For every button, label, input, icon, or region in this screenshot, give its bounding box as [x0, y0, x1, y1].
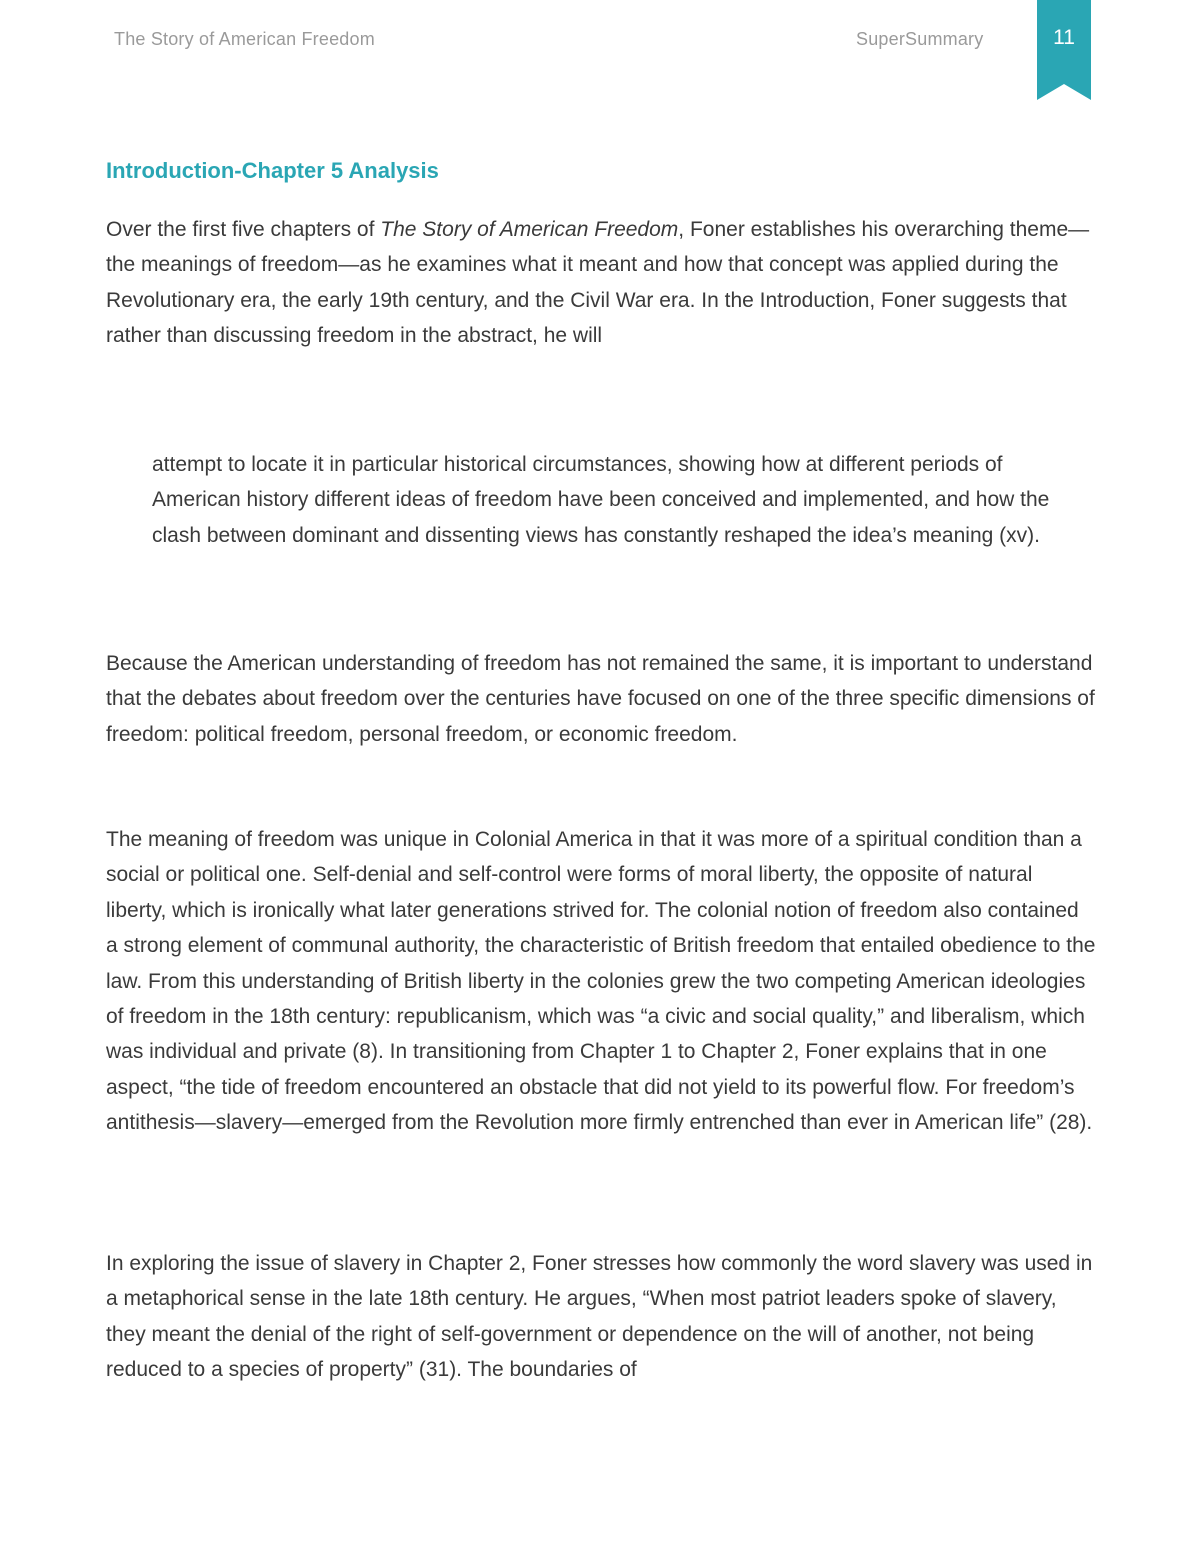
paragraph-1: [106, 212, 1096, 354]
paragraph-2: Because the American understanding of freedom has not remained the same, it is important to understand that the debates about freedom over the centuries have focused on one of the three specific dimensions of freedom: political freedom, personal freedom, or economic freedom.: [106, 652, 1095, 746]
page-number: 11: [1053, 26, 1075, 49]
paragraph-1-lead: Over the first five chapters of: [106, 218, 381, 241]
page-number-tab: [1037, 0, 1091, 100]
section-heading: Introduction-Chapter 5 Analysis: [106, 158, 439, 183]
paragraph-4: In exploring the issue of slavery in Chapter 2, Foner stresses how commonly the word slavery was used in a metaphorical sense in the late 18th century. He argues, “When most patriot leaders spoke of slavery, they meant the denial of the right of self-government or dependence on the will of another, not being reduced to a species of property” (31). The boundaries of: [106, 1252, 1093, 1382]
running-header-title: The Story of American Freedom: [114, 29, 375, 49]
book-title: The Story of American Freedom: [380, 218, 679, 241]
running-header-brand: SuperSummary: [856, 29, 984, 49]
block-quote: attempt to locate it in particular historical circumstances, showing how at different periods of American history different ideas of freedom have been conceived and implemented, and how the clash between dominant and dissenting views has constantly reshaped the idea’s meaning (xv).: [152, 453, 1050, 547]
bookmark-ribbon-icon: [1037, 0, 1091, 100]
paragraph-3: The meaning of freedom was unique in Colonial America in that it was more of a spiritual condition than a social or political one. Self-denial and self-control were forms of moral liberty, the opposite of natural liberty, which is ironically what later generations strived for. The colonial notion of freedom also contained a strong element of communal authority, the characteristic of British freedom that entailed obedience to the law. From this understanding of British liberty in the colonies grew the two competing American ideologies of freedom in the 18th century: republicanism, which was “a civic and social quality,” and liberalism, which was individual and private (8). In transitioning from Chapter 1 to Chapter 2, Foner explains that in one aspect, “the tide of freedom encountered an obstacle that did not yield to its powerful flow. For freedom’s antithesis—slavery—emerged from the Revolution more firmly entrenched than ever in American life” (28).: [106, 828, 1096, 1135]
paragraph-1-rest: , Foner establishes his overarching theme—the meanings of freedom—as he examines what it meant and how that concept was applied during the Revolutionary era, the early 19th century, and the Civil War era. In the Introduction, Foner suggests that rather than discussing freedom in the abstract, he will: [106, 218, 1090, 348]
